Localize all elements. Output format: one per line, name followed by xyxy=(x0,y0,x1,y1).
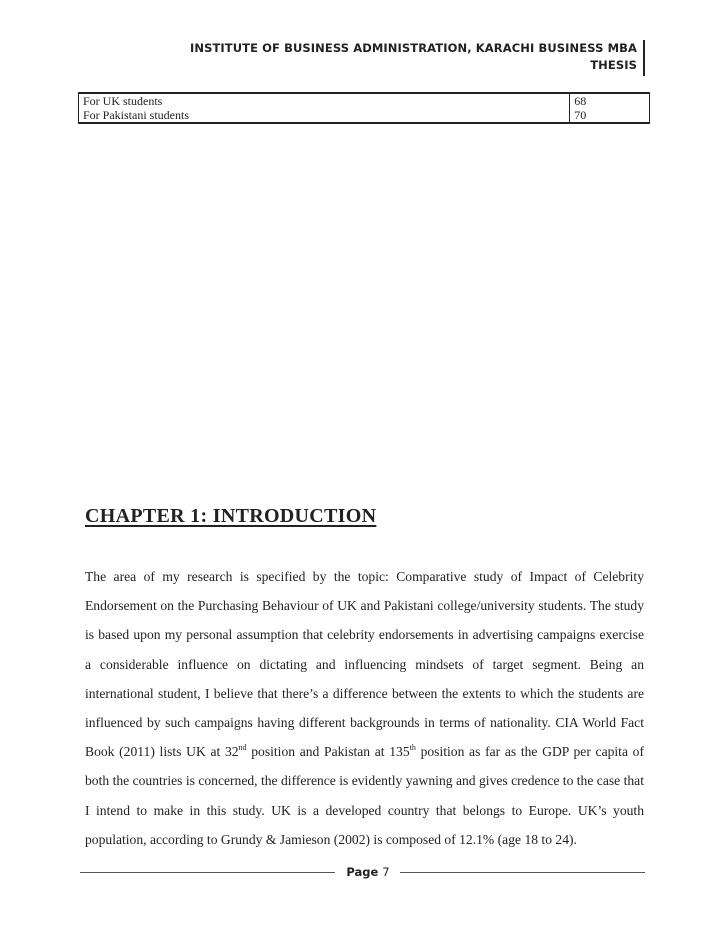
page-footer xyxy=(336,863,400,881)
paragraph-text-part3: position as far as the GDP per capita of both the countries is concerned, the difference is evidently yawning and gives credence to the case that I intend to make in this study. UK is a developed country that belongs to Europe. UK’s youth population, according to Grundy & Jamieson (2002) is composed of 12.1% (age 18 to 24). xyxy=(85,744,644,847)
header-title-line2: THESIS xyxy=(590,58,637,72)
toc-row xyxy=(79,93,650,108)
page-label: Page xyxy=(346,865,379,879)
page-number: 7 xyxy=(382,865,390,879)
toc-row xyxy=(79,108,650,123)
header-title-line1: INSTITUTE OF BUSINESS ADMINISTRATION, KARACHI BUSINESS MBA xyxy=(189,41,637,55)
paragraph-text-part2: position and Pakistan at 135 xyxy=(246,744,410,760)
toc-entry-page: 68 xyxy=(570,93,650,108)
toc-entry-title: For Pakistani students xyxy=(79,108,570,123)
footer-rule-left xyxy=(80,872,335,873)
toc-table xyxy=(78,92,650,124)
toc-entry-title: For UK students xyxy=(79,93,570,108)
ordinal-suffix-th: th xyxy=(409,743,416,753)
paragraph-text-part1: The area of my research is specified by the topic: Comparative study of Impact of Celebrity Endorsement on the Purchasing Behaviour of UK and Pakistani college/university students. The study is based upon my personal assumption that celebrity endorsements in advertising campaigns exercise a considerable influence on dictating and influencing mindsets of target segment. Being an international student, I believe that there’s a difference between the extents to which the students are influenced by such campaigns having different backgrounds in terms of nationality. CIA World Fact Book (2011) lists UK at 32 xyxy=(85,569,644,760)
footer-rule-right xyxy=(400,872,645,873)
intro-paragraph xyxy=(85,562,644,854)
chapter-heading: CHAPTER 1: INTRODUCTION xyxy=(85,505,377,527)
toc-entry-page: 70 xyxy=(570,108,650,123)
ordinal-suffix-nd: nd xyxy=(238,743,247,753)
page-header xyxy=(80,40,645,76)
